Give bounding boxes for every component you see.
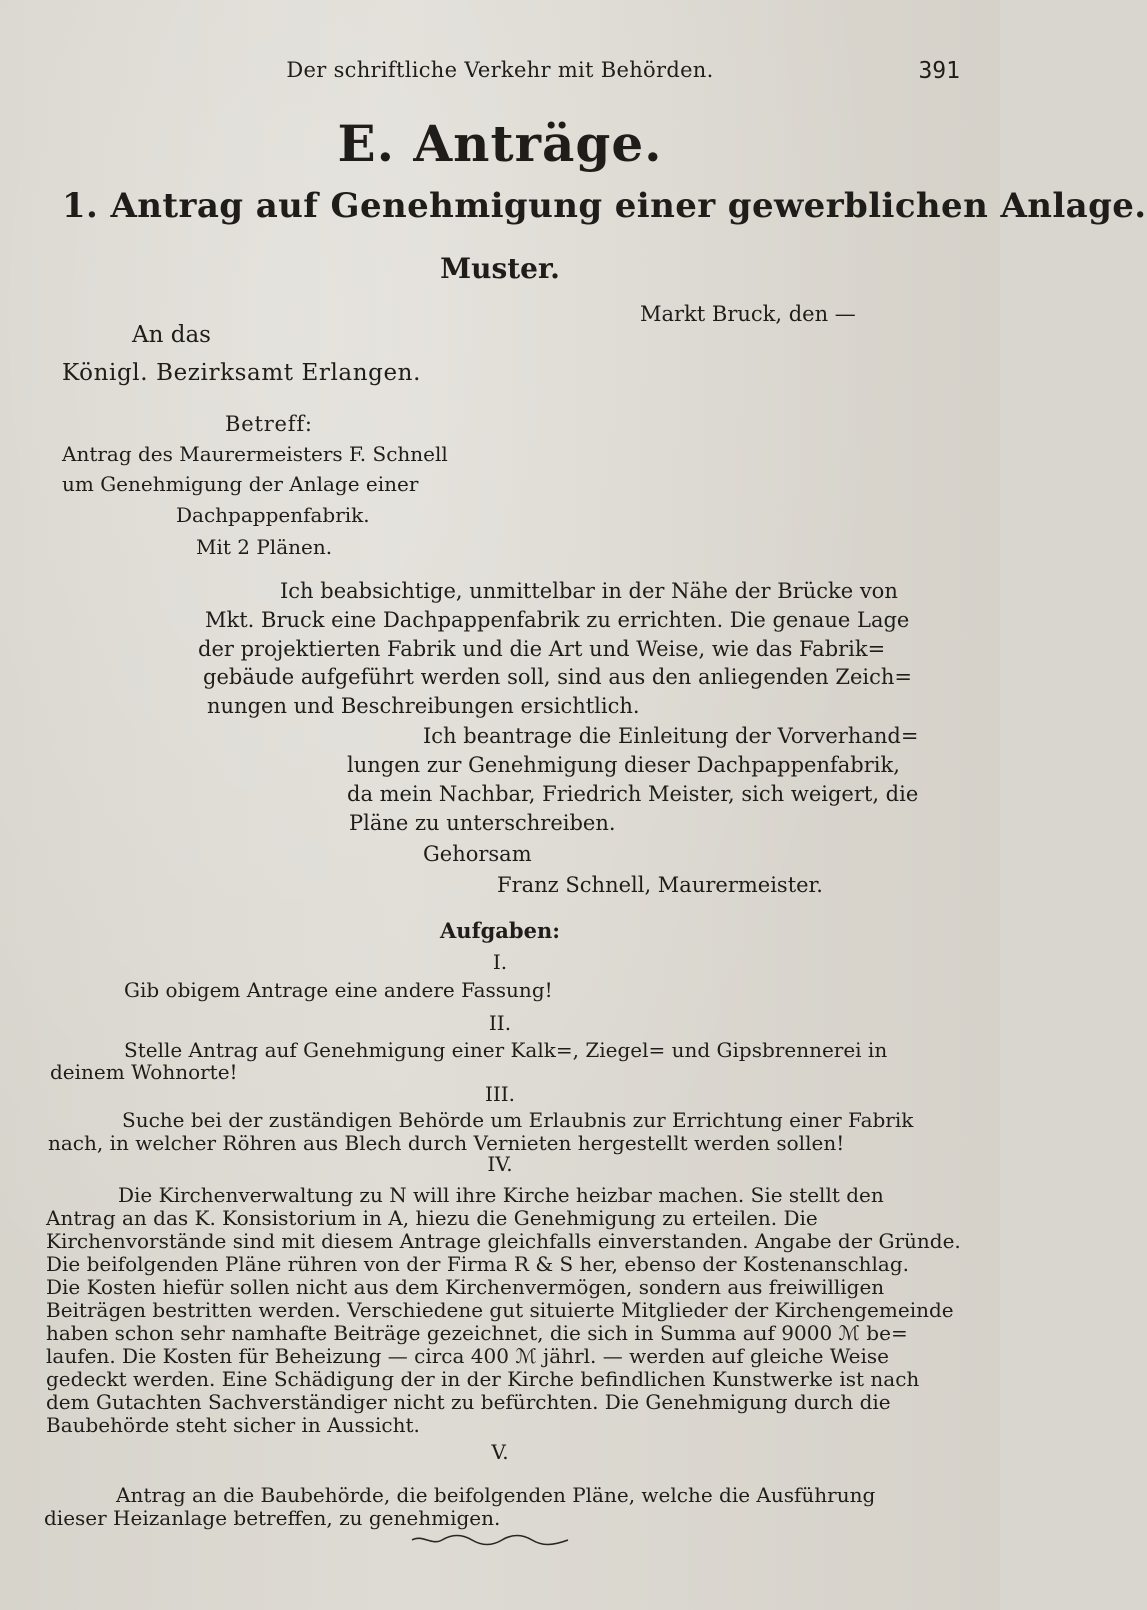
place-date: Markt Bruck, den — — [640, 302, 856, 326]
task-line: nach, in welcher Röhren aus Blech durch Vernieten hergestellt werden sollen! — [48, 1131, 845, 1155]
task-line: Kirchenvorstände sind mit diesem Antrage gleichfalls einverstanden. Angabe der Gründe. — [46, 1229, 961, 1253]
task-line: deinem Wohnorte! — [50, 1060, 238, 1084]
task-line: laufen. Die Kosten für Beheizung — circa 400 ℳ jährl. — werden auf gleiche Weise — [46, 1344, 890, 1368]
body-line: Pläne zu unterschreiben. — [349, 811, 616, 835]
body-line: lungen zur Genehmigung dieser Dachpappenfabrik, — [347, 753, 900, 777]
sample-label: Muster. — [440, 252, 560, 285]
addressee-line: An das — [132, 322, 211, 348]
subject-label: Betreff: — [225, 412, 313, 436]
task-line: Die Kirchenverwaltung zu N will ihre Kirche heizbar machen. Sie stellt den — [118, 1183, 884, 1207]
subject-line: Mit 2 Plänen. — [196, 535, 333, 559]
task-line: gedeckt werden. Eine Schädigung der in der Kirche befindlichen Kunstwerke ist nach — [46, 1367, 920, 1391]
section-title: E. Anträge. — [337, 114, 663, 173]
task-numeral: II. — [488, 1011, 512, 1035]
task-line: Die Kosten hiefür sollen nicht aus dem Kirchenvermögen, sondern aus freiwilligen — [46, 1275, 885, 1299]
body-line: da mein Nachbar, Friedrich Meister, sich weigert, die — [347, 782, 919, 806]
task-line: Suche bei der zuständigen Behörde um Erlaubnis zur Errichtung einer Fabrik — [122, 1108, 914, 1132]
page-number: 391 — [918, 58, 960, 84]
task-line: Gib obigem Antrage eine andere Fassung! — [124, 978, 553, 1002]
body-line: Ich beantrage die Einleitung der Vorverhand= — [423, 724, 919, 748]
task-numeral: III. — [484, 1082, 516, 1106]
task-numeral: V. — [491, 1440, 509, 1464]
subject-line: Dachpappenfabrik. — [176, 503, 370, 527]
task-line: Beiträgen bestritten werden. Verschiedene gut situierte Mitglieder der Kirchengemeinde — [46, 1298, 954, 1322]
tasks-heading: Aufgaben: — [440, 918, 560, 943]
task-line: haben schon sehr namhafte Beiträge gezeichnet, die sich in Summa auf 9000 ℳ be= — [46, 1321, 908, 1345]
body-line: nungen und Beschreibungen ersichtlich. — [207, 694, 640, 718]
running-head: Der schriftliche Verkehr mit Behörden. — [286, 58, 714, 82]
task-line: Die beifolgenden Pläne rühren von der Firma R & S her, ebenso der Kostenanschlag. — [46, 1252, 910, 1276]
task-numeral: I. — [492, 950, 508, 974]
ornamental-rule — [410, 1532, 570, 1548]
closing: Gehorsam — [423, 842, 532, 866]
body-line: der projektierten Fabrik und die Art und Weise, wie das Fabrik= — [198, 637, 886, 661]
task-line: dieser Heizanlage betreffen, zu genehmigen. — [44, 1506, 501, 1530]
task-line: Antrag an das K. Konsistorium in A, hiezu die Genehmigung zu erteilen. Die — [46, 1206, 818, 1230]
task-line: Antrag an die Baubehörde, die beifolgenden Pläne, welche die Ausführung — [116, 1483, 876, 1507]
body-line: gebäude aufgeführt werden soll, sind aus den anliegenden Zeich= — [203, 665, 912, 689]
signature: Franz Schnell, Maurermeister. — [497, 873, 823, 897]
subject-line: um Genehmigung der Anlage einer — [62, 472, 419, 496]
task-numeral: IV. — [487, 1152, 513, 1176]
addressee-office: Königl. Bezirksamt Erlangen. — [62, 360, 422, 386]
body-line: Mkt. Bruck eine Dachpappenfabrik zu errichten. Die genaue Lage — [205, 608, 910, 632]
document-title: 1. Antrag auf Genehmigung einer gewerblichen Anlage. — [62, 186, 1147, 226]
subject-line: Antrag des Maurermeisters F. Schnell — [62, 442, 448, 466]
task-line: Stelle Antrag auf Genehmigung einer Kalk=, Ziegel= und Gipsbrennerei in — [124, 1038, 888, 1062]
task-line: dem Gutachten Sachverständiger nicht zu befürchten. Die Genehmigung durch die — [46, 1390, 891, 1414]
body-line: Ich beabsichtige, unmittelbar in der Nähe der Brücke von — [280, 579, 898, 603]
task-line: Baubehörde steht sicher in Aussicht. — [46, 1413, 420, 1437]
